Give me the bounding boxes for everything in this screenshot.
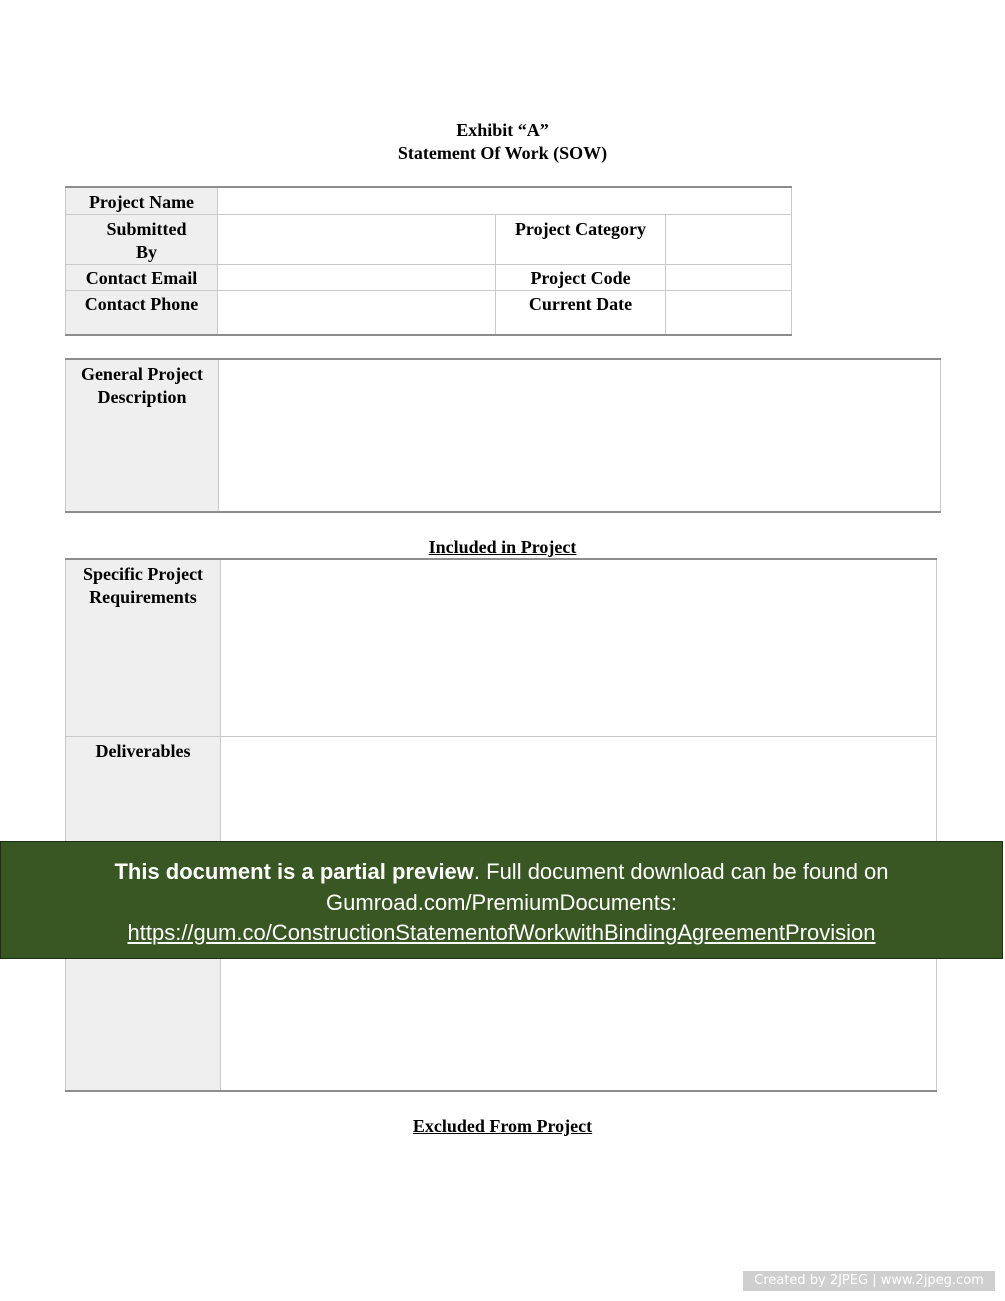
preview-banner-link[interactable]: https://gum.co/ConstructionStatementofWorkwithBindingAgreementProvision <box>127 920 876 945</box>
contact-email-field[interactable] <box>218 265 496 291</box>
requirements-field[interactable] <box>221 559 937 736</box>
submitted-by-label: Submitted By <box>66 215 218 265</box>
project-info-table <box>65 186 792 336</box>
current-date-label: Current Date <box>496 291 666 335</box>
preview-banner-bold: This document is a partial preview <box>114 859 474 884</box>
requirements-label: Specific Project Requirements <box>66 559 221 736</box>
contact-phone-label: Contact Phone <box>66 291 218 335</box>
project-name-field[interactable] <box>218 187 792 215</box>
contact-email-label: Contact Email <box>66 265 218 291</box>
contact-phone-field[interactable] <box>218 291 496 335</box>
exhibit-title: Exhibit “A” <box>456 120 549 140</box>
page-title: Statement Of Work (SOW) <box>397 143 608 163</box>
preview-banner <box>0 841 1003 959</box>
deliverables-label: Deliverables <box>66 736 221 1091</box>
watermark: Created by 2JPEG | www.2jpeg.com <box>743 1271 995 1291</box>
excluded-heading: Excluded From Project <box>412 1116 593 1136</box>
current-date-field[interactable] <box>666 291 792 335</box>
project-code-field[interactable] <box>666 265 792 291</box>
preview-banner-text <box>1 857 1002 918</box>
preview-banner-message: . Full document download can be found on Gumroad.com/PremiumDocuments: <box>326 859 889 915</box>
general-description-label: General Project Description <box>66 359 219 512</box>
included-heading: Included in Project <box>428 537 577 557</box>
general-description-field[interactable] <box>219 359 941 512</box>
project-category-field[interactable] <box>666 215 792 265</box>
project-category-label: Project Category <box>496 215 666 265</box>
submitted-by-field[interactable] <box>218 215 496 265</box>
project-name-label: Project Name <box>66 187 218 215</box>
project-code-label: Project Code <box>496 265 666 291</box>
description-table <box>65 358 941 513</box>
included-table <box>65 558 937 1092</box>
